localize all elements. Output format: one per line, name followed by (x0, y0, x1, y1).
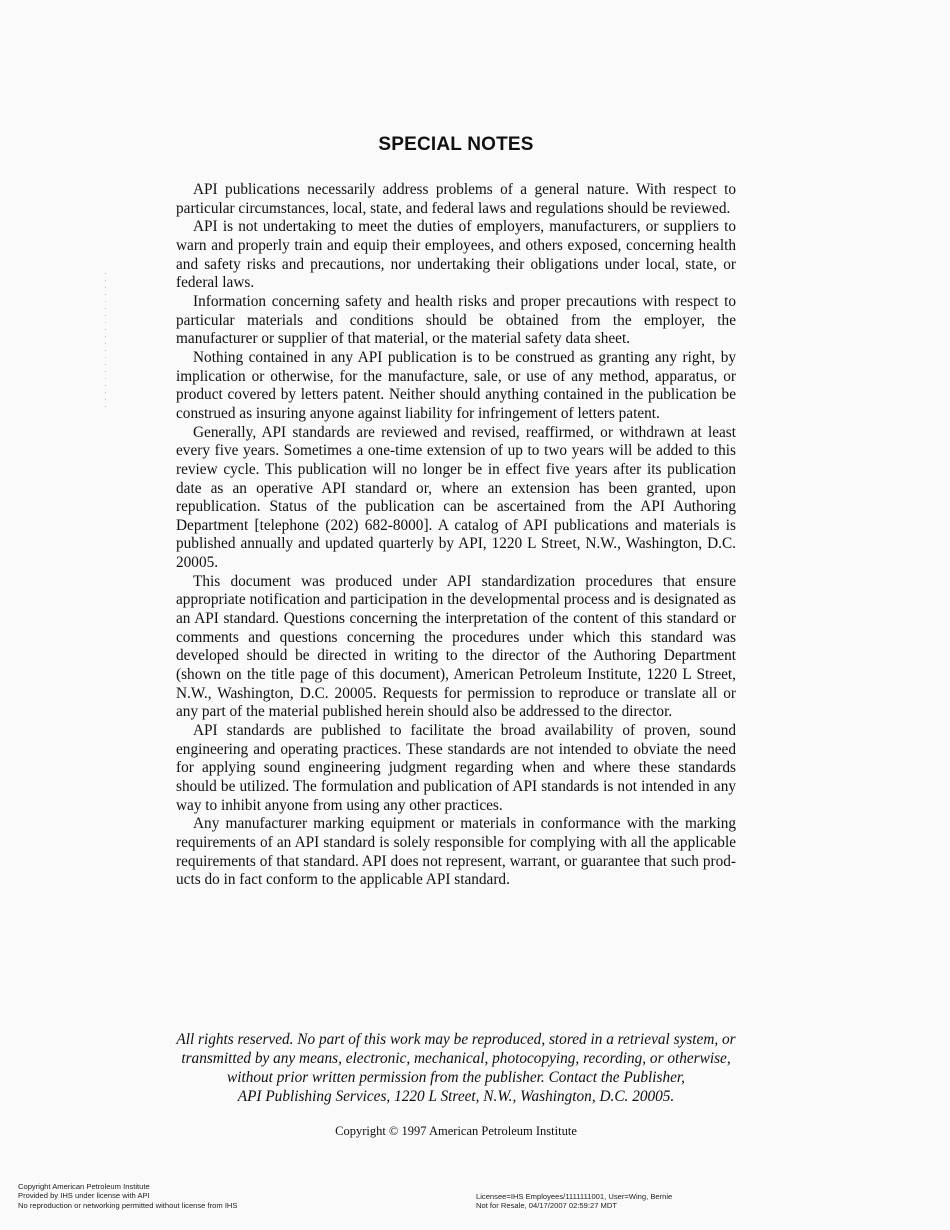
margin-mark (104, 270, 107, 410)
paragraph: This document was produced under API standardization procedures that ensure appropriate notification and participation in the developmental process and is designated as an API standard. Questions concerning the interpretation of the content of this standard or comments and questions concerning the procedures under which this standard was developed should be directed in writing to the director of the Authoring Department (shown on the title page of this document), American Petroleum Institute, 1220 L Street, N.W., Washington, D.C. 20005. Requests for permission to reproduce or translate all or any part of the material published herein should also be addressed to the director. (176, 572, 736, 721)
footer-line: Provided by IHS under license with API (18, 1191, 150, 1201)
page-title: SPECIAL NOTES (378, 134, 534, 155)
paragraph: Information concerning safety and health risks and proper precautions with respect to particular materials and conditions should be obtained from the employer, the manufacturer or supplier of that material, or the material safety data sheet. (176, 292, 736, 348)
rights-notice (150, 1030, 762, 1106)
footer-license-right (476, 1192, 672, 1211)
footer-line: Licensee=IHS Employees/1111111001, User=Wing, Bernie (476, 1192, 673, 1201)
paragraph: Nothing contained in any API publication is to be construed as granting any right, by implication or otherwise, for the manufacture, sale, or use of any method, apparatus, or product covered by letters patent. Neither should anything contained in the publication be construed as insuring anyone against liability for infringement of letters patent. (176, 348, 736, 422)
paragraph: API is not undertaking to meet the duties of employers, manufacturers, or suppliers to warn and properly train and equip their employees, and others exposed, concerning health and safety risks and precautions, nor undertaking their obligations under local, state, or federal laws. (176, 218, 736, 292)
footer-line: Copyright American Petroleum Institute (18, 1182, 150, 1191)
rights-line: without prior written permission from the publisher. Contact the Publisher, (227, 1069, 685, 1086)
footer-license-left (18, 1182, 237, 1210)
footer-line: Not for Resale, 04/17/2007 02:59:27 MDT (476, 1201, 617, 1211)
rights-line: API Publishing Services, 1220 L Street, N.W., Washington, D.C. 20005. (237, 1088, 675, 1105)
paragraph: Generally, API standards are reviewed and revised, reaffirmed, or withdrawn at least every five years. Sometimes a one-time extension of up to two years will be added to this review cycle. This publication will no longer be in effect five years after its publication date as an operative API standard or, where an extension has been granted, upon republication. Status of the publication can be ascertained from the API Authoring Department [telephone (202) 682-8000]. A catalog of API publications and materials is published annually and updated quarterly by API, 1220 L Street, N.W., Washington, D.C. 20005. (176, 423, 736, 572)
footer-line: No reproduction or networking permitted without license from IHS (18, 1200, 238, 1210)
notes-body (176, 181, 736, 890)
copyright-line: Copyright © 1997 American Petroleum Institute (335, 1124, 577, 1138)
paragraph: Any manufacturer marking equipment or materials in conformance with the marking requirements of an API standard is solely responsible for complying with all the applicable requirements of that standard. API does not represent, warrant, or guarantee that such products do in fact conform to the applicable API standard. (176, 815, 736, 889)
rights-line: transmitted by any means, electronic, mechanical, photocopying, recording, or otherwise, (181, 1050, 731, 1067)
rights-line: All rights reserved. No part of this work may be reproduced, stored in a retrieval system, or (176, 1031, 736, 1048)
paragraph: API publications necessarily address problems of a general nature. With respect to particular circumstances, local, state, and federal laws and regulations should be reviewed. (176, 181, 736, 217)
paragraph: API standards are published to facilitate the broad availability of proven, sound engineering and operating practices. These standards are not intended to obviate the need for applying sound engineering judgment regarding when and where these standards should be utilized. The formulation and publication of API standards is not intended in any way to inhibit anyone from using any other practices. (176, 722, 736, 814)
